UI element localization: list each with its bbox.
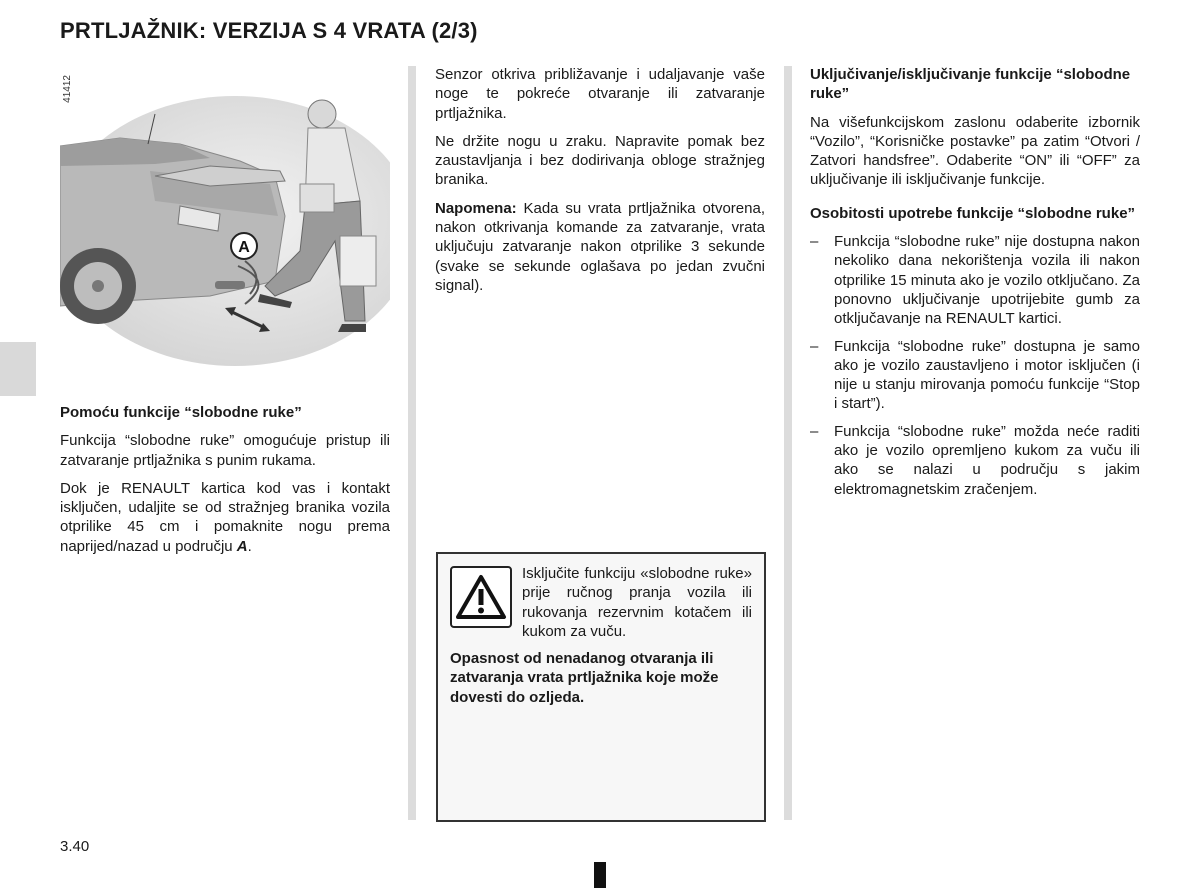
page-edge-marker: [594, 862, 606, 888]
section-heading: Pomoću funkcije “slobodne ruke”: [60, 404, 302, 421]
warning-box: [436, 552, 766, 822]
page-title: PRTLJAŽNIK: VERZIJA S 4 VRATA (2/3): [60, 18, 478, 43]
list-item-text: Funkcija “slobodne ruke” dostupna je samo ako je vozilo zaustavljeno i motor isključen (i nije u stanju mirovanja pomoću funkcije “Stop i start”).: [834, 337, 1140, 413]
area-reference: A: [236, 537, 248, 555]
section-tab-marker: [0, 342, 36, 396]
right-column: [810, 65, 1140, 507]
left-column: [60, 403, 390, 565]
note-paragraph: [435, 199, 765, 295]
section-heading: Osobitosti upotrebe funkcije “slobodne ruke”: [810, 204, 1136, 222]
list-dash: –: [810, 233, 819, 251]
list-item-text: Funkcija “slobodne ruke” nije dostupna nakon nekoliko dana nekorištenja vozila ili nakon otprilike 15 minuta ako je vozilo otključano. Za ponovno uključivanje upotrijebite gumb za otključavanje na RENAULT kartici.: [834, 233, 1140, 328]
list-item: [810, 232, 1140, 328]
paragraph: Senzor otkriva približavanje i udaljavanje vaše noge te pokreće otvaranje ili zatvaranje prtljažnika.: [435, 66, 765, 122]
list-dash: –: [810, 422, 819, 440]
paragraph-text: .: [247, 537, 252, 555]
handsfree-trunk-illustration: [60, 66, 390, 366]
list-item-text: Funkcija “slobodne ruke” možda neće raditi ako je vozilo opremljeno kukom za vuču ili ako se nalazi u području s jakim elektromagnetskim zračenjem.: [834, 422, 1140, 498]
paragraph: Na višefunkcijskom zaslonu odaberite izbornik “Vozilo”, “Korisničke postavke” pa zatim “Otvori / Zatvori handsfree”. Odaberite “ON” ili “OFF” za uključivanje ili isključivanje funkcije.: [810, 113, 1140, 189]
column-divider-right: [784, 66, 792, 820]
column-divider-left: [408, 66, 416, 820]
paragraph: Funkcija “slobodne ruke” omogućuje pristup ili zatvaranje prtljažnika s punim rukama.: [60, 432, 390, 469]
usage-notes-list: [810, 232, 1140, 499]
warning-danger-text: Opasnost od nenadanog otvaranja ili zatvaranja vrata prtljažnika koje može dovesti do ozljeda.: [450, 650, 719, 706]
list-item: [810, 337, 1140, 414]
middle-column: [435, 65, 765, 304]
list-item: [810, 422, 1140, 499]
note-text: Kada su vrata prtljažnika otvorena, nakon otkrivanja komande za zatvaranje, vrata uključuju zatvaranje nakon otprilike 3 sekunde (svake se sekunde oglašava po jedan zvučni signal).: [435, 199, 765, 294]
paragraph-text: Dok je RENAULT kartica kod vas i kontakt isključen, udaljite se od stražnjeg branika vozila otprilike 45 cm i pomaknite nogu prema naprijed/nazad u području: [60, 479, 390, 555]
paragraph: Ne držite nogu u zraku. Napravite pomak bez zaustavljanja i bez dodirivanja obloge stražnjeg branika.: [435, 132, 765, 189]
list-dash: –: [810, 337, 819, 355]
warning-text: Isključite funkciju «slobodne ruke» prije ručnog pranja vozila ili rukovanja rezervnim kotačem ili kukom za vuču.: [522, 565, 752, 640]
warning-triangle-icon: [450, 566, 512, 628]
paragraph: [60, 479, 390, 556]
figure-code: 41412: [62, 75, 73, 103]
page-number: 3.40: [60, 838, 90, 855]
figure-label-a: A: [238, 239, 250, 256]
note-label: Napomena:: [435, 199, 517, 217]
section-heading: Uključivanje/isključivanje funkcije “slobodne ruke”: [810, 66, 1131, 103]
